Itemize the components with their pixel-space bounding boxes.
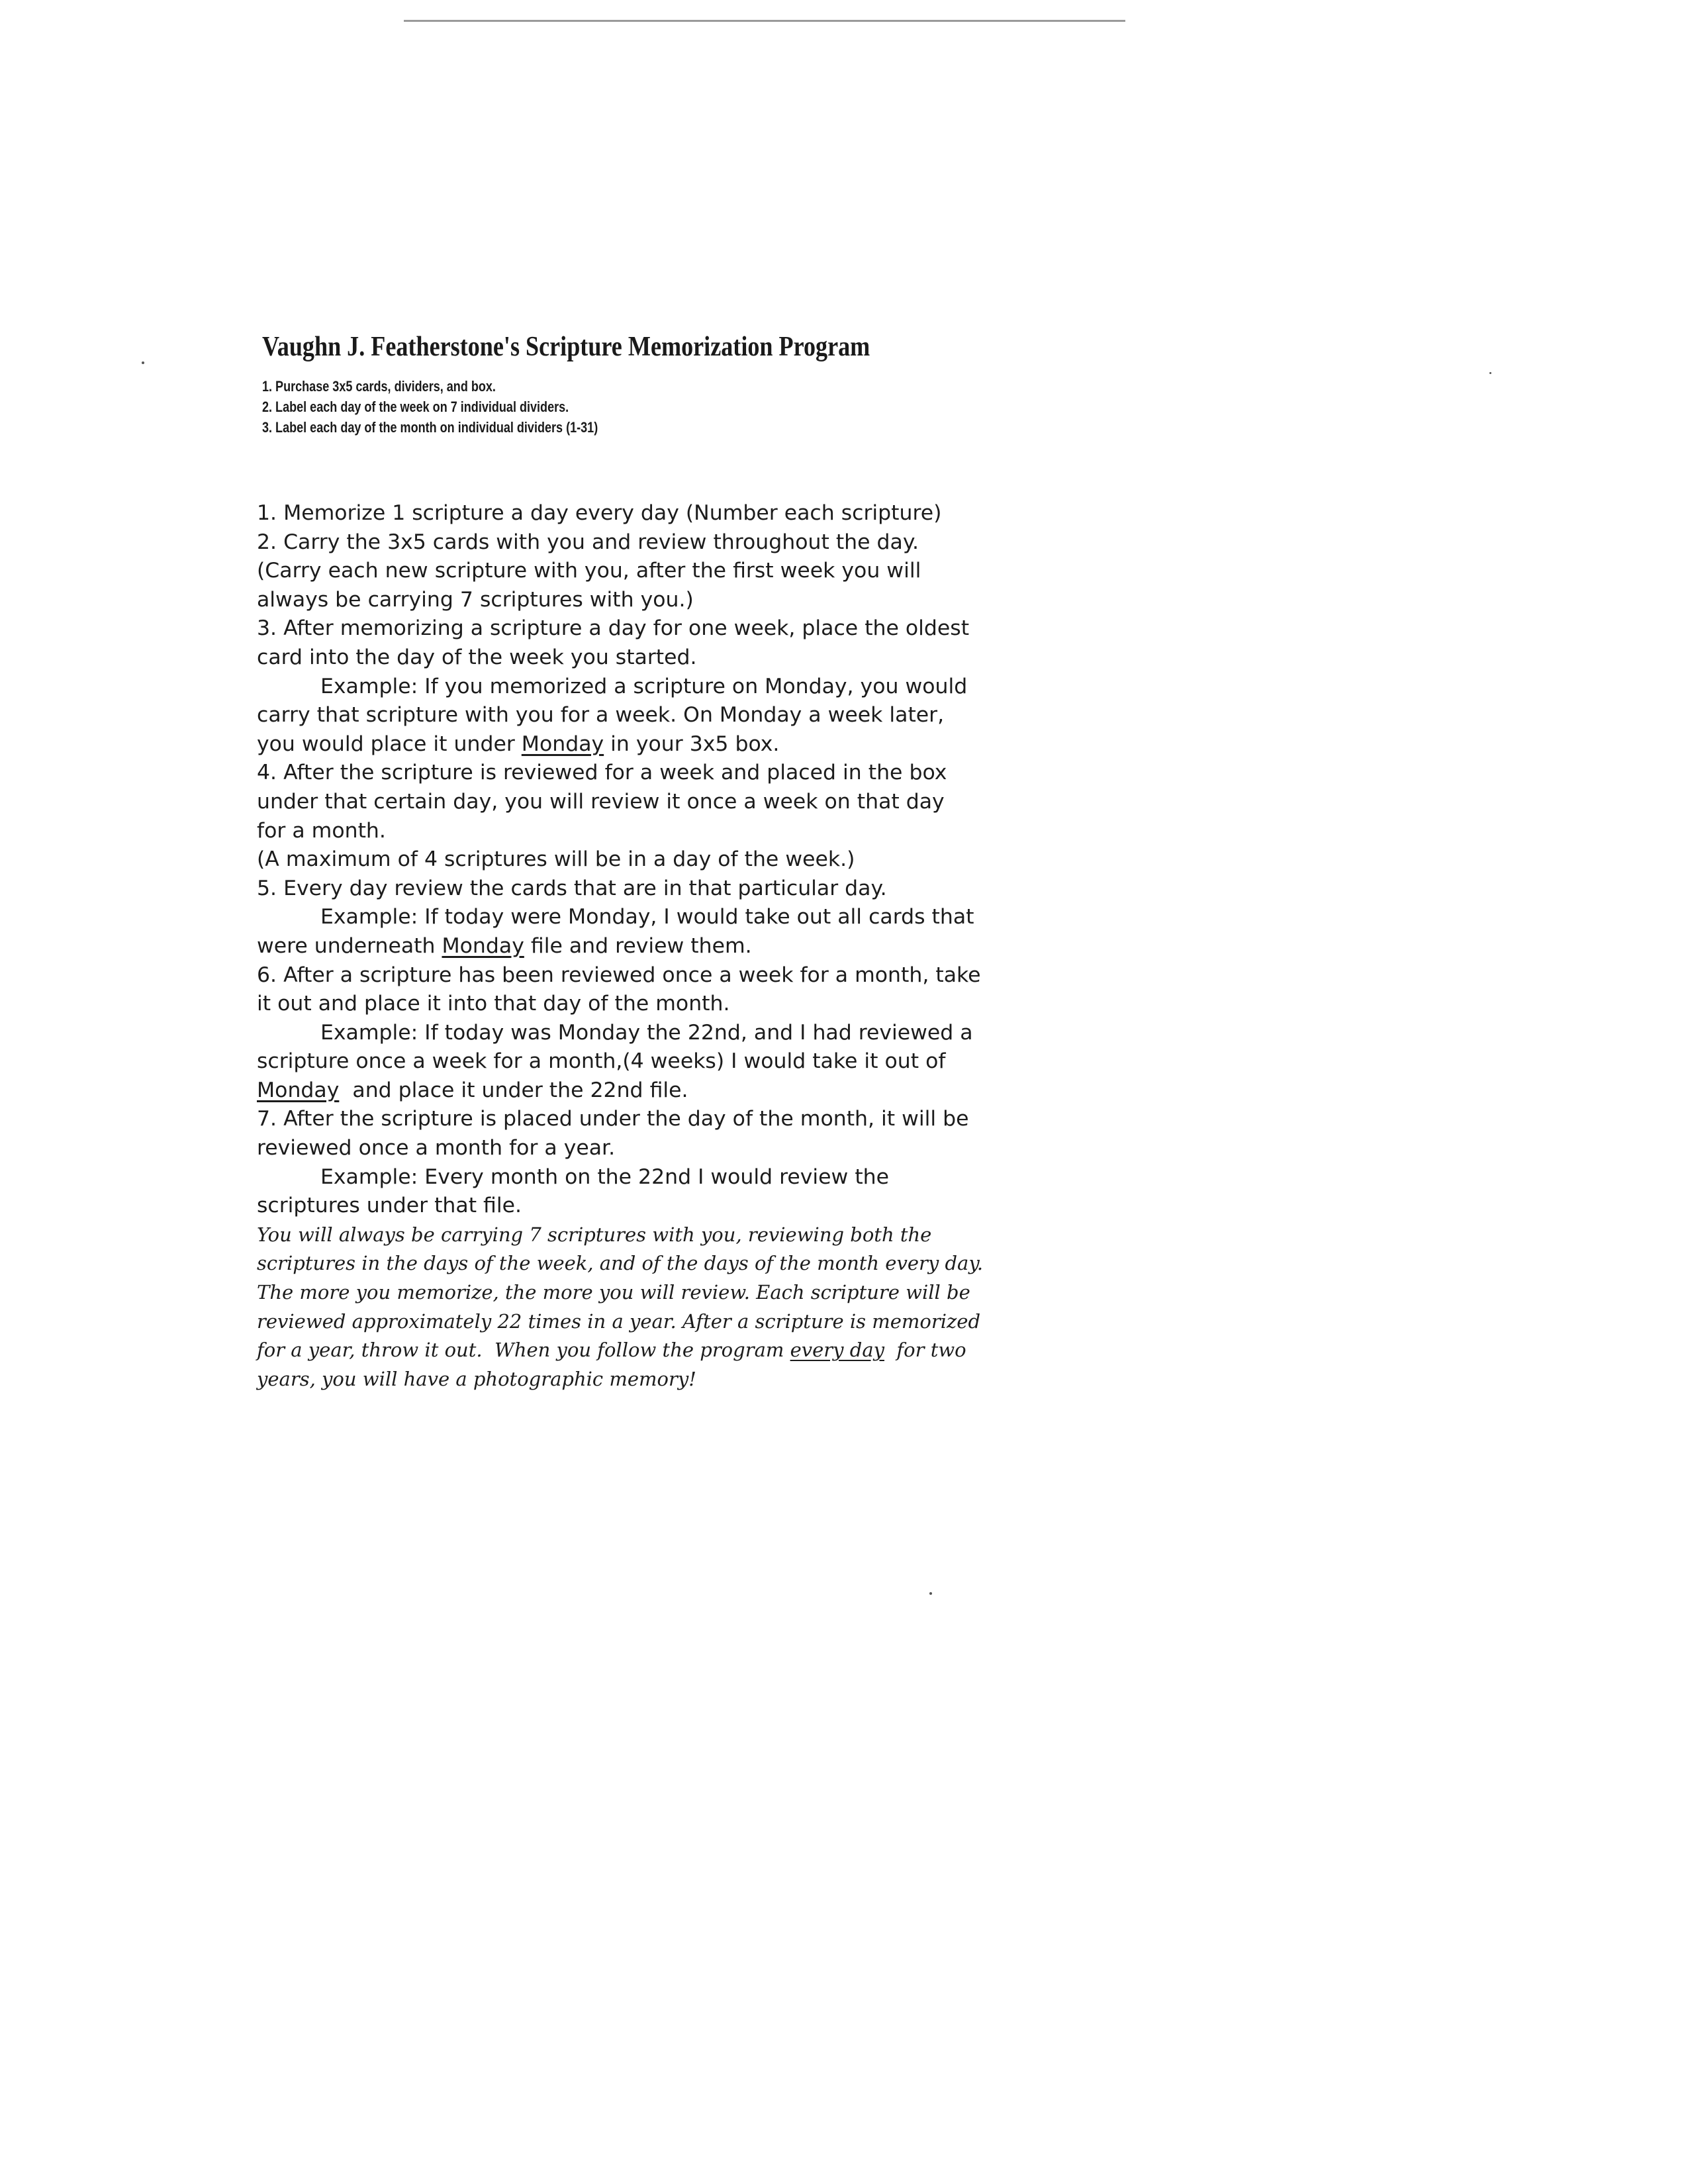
text-span: were underneath	[257, 933, 442, 958]
instruction-line	[257, 932, 998, 961]
underlined-word: every day	[790, 1339, 884, 1362]
closing-line: You will always be carrying 7 scriptures with you, reviewing both the	[257, 1223, 932, 1246]
underlined-word: Monday	[521, 732, 604, 756]
closing-line: reviewed approximately 22 times in a year. After a scripture is memorized	[257, 1309, 981, 1333]
text-span: file and review them.	[524, 933, 752, 958]
closing-paragraph	[257, 1221, 998, 1394]
instruction-line: scripture once a week for a month,(4 weeks) I would take it out of	[257, 1049, 946, 1074]
instruction-line: 1. Memorize 1 scripture a day every day (Number each scripture)	[257, 501, 942, 525]
closing-line	[257, 1336, 998, 1365]
instruction-line: 6. After a scripture has been reviewed once a week for a month, take	[257, 963, 981, 987]
scan-artifact-line	[404, 20, 1125, 22]
instruction-line	[257, 730, 998, 759]
instruction-line: (A maximum of 4 scriptures will be in a day of the week.)	[257, 847, 855, 872]
text-span: and place it under the 22nd file.	[339, 1078, 688, 1102]
setup-step: 1. Purchase 3x5 cards, dividers, and box.	[262, 378, 496, 395]
underlined-word: Monday	[257, 1078, 340, 1102]
text-span: in your 3x5 box.	[604, 732, 780, 756]
text-span: for two	[884, 1339, 966, 1362]
instruction-line: under that certain day, you will review it once a week on that day	[257, 789, 945, 814]
instruction-line: card into the day of the week you started.	[257, 645, 697, 669]
text-span: for a year, throw it out. When you follow the program	[257, 1339, 790, 1362]
example-line: Example: If today was Monday the 22nd, and I had reviewed a	[320, 1020, 973, 1045]
setup-steps-list	[262, 376, 598, 438]
instruction-line: 4. After the scripture is reviewed for a week and placed in the box	[257, 761, 947, 785]
instructions-body	[257, 499, 998, 1394]
scan-speck	[142, 361, 144, 364]
example-line: Example: If you memorized a scripture on Monday, you would	[320, 674, 968, 698]
instruction-line: always be carrying 7 scriptures with you.)	[257, 587, 694, 612]
instruction-line: reviewed once a month for a year.	[257, 1136, 616, 1161]
scan-speck	[1489, 372, 1491, 374]
instruction-line: 7. After the scripture is placed under the day of the month, it will be	[257, 1107, 969, 1131]
text-span: you would place it under	[257, 732, 522, 756]
document-title: Vaughn J. Featherstone's Scripture Memorization Program	[262, 332, 870, 363]
setup-step: 2. Label each day of the week on 7 individual dividers.	[262, 399, 569, 415]
instruction-line: 5. Every day review the cards that are in that particular day.	[257, 876, 887, 900]
closing-line: The more you memorize, the more you will review. Each scripture will be	[257, 1281, 970, 1304]
example-line: Example: If today were Monday, I would take out all cards that	[320, 905, 974, 929]
instruction-line	[257, 1076, 998, 1106]
instruction-line: 2. Carry the 3x5 cards with you and review throughout the day.	[257, 530, 919, 554]
scan-speck	[929, 1592, 932, 1595]
instruction-line: it out and place it into that day of the month.	[257, 992, 730, 1016]
underlined-word: Monday	[442, 933, 524, 958]
closing-line: scriptures in the days of the week, and of the days of the month every day.	[257, 1252, 984, 1275]
instruction-line: scriptures under that file.	[257, 1194, 522, 1218]
setup-step: 3. Label each day of the month on individual dividers (1-31)	[262, 419, 598, 436]
instruction-line: for a month.	[257, 818, 386, 843]
example-line: Example: Every month on the 22nd I would review the	[320, 1164, 890, 1189]
instruction-line: 3. After memorizing a scripture a day for one week, place the oldest	[257, 616, 970, 641]
instruction-line: (Carry each new scripture with you, after the first week you will	[257, 559, 921, 583]
closing-line: years, you will have a photographic memory!	[257, 1367, 696, 1390]
instruction-line: carry that scripture with you for a week. On Monday a week later,	[257, 703, 945, 728]
